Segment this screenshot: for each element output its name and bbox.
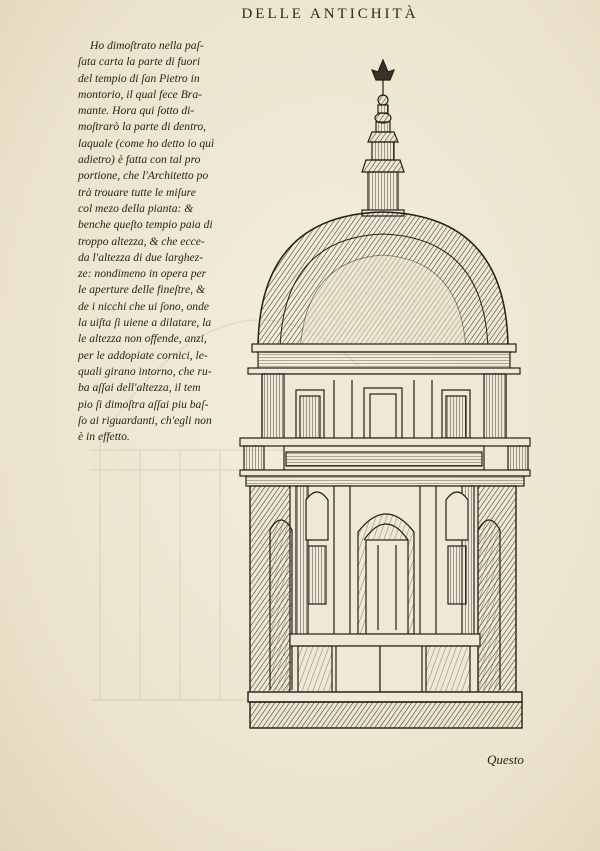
- body-text-line: adietro) è fatta con tal pro: [78, 153, 201, 167]
- body-text-line: trà trouare tutte le miſure: [78, 185, 196, 199]
- dome-cornice: [248, 344, 520, 374]
- body-text-line: benche queſto tempio paia di: [78, 218, 213, 232]
- body-text-line: ſata carta la parte di fuori: [78, 55, 201, 69]
- body-text-line: de i nicchi che ui ſono, onde: [78, 299, 210, 313]
- body-text-line: Ho dimoſtrato nella paſ-: [90, 39, 204, 52]
- lower-cella: [250, 486, 516, 696]
- body-text-line: per le addopiate cornici, le-: [78, 348, 208, 362]
- body-text-line: pio ſi dimoſtra aſſai piu baſ-: [78, 397, 209, 411]
- body-text-line: da l'altezza di due larghez-: [78, 250, 204, 264]
- catchword: Questo: [487, 752, 524, 767]
- body-text-line: ba aſſai dell'altezza, il tem: [78, 381, 201, 395]
- body-text-line: mante. Hora qui ſotto di-: [78, 104, 195, 118]
- balustrade-cornice: [240, 438, 530, 486]
- plinth: [248, 692, 522, 728]
- dome: [258, 212, 508, 352]
- body-text-line: le altezza non offende, anzi,: [78, 332, 207, 346]
- body-text-line: montorio, il qual fece Bra-: [78, 87, 202, 101]
- body-text-line: portione, che l'Architetto po: [78, 169, 209, 183]
- body-text-line: troppo altezza, & che ecce-: [78, 234, 205, 248]
- body-text-line: del tempio di ſan Pietro in: [78, 71, 200, 85]
- body-text-line: ſo ai riguardanti, ch'egli non: [78, 413, 212, 427]
- lantern-finial: [362, 60, 404, 216]
- body-text-line: laquale (come ho detto io quì: [78, 136, 215, 150]
- body-text-line: la uiſta ſi uiene a dilatare, la: [78, 316, 212, 330]
- body-text-line: quali girano intorno, che ru-: [78, 364, 212, 378]
- running-head: DELLE ANTICHITÀ: [241, 6, 419, 22]
- drum: [262, 374, 506, 440]
- body-text-line: moſtrarò la parte di dentro,: [78, 120, 207, 134]
- body-text-line: è in effetto.: [78, 430, 130, 444]
- body-text-line: ze: nondimeno in opera per: [78, 267, 207, 281]
- body-text-line: col mezo della pianta: &: [78, 201, 194, 215]
- body-text-line: le aperture delle fineſtre, &: [78, 283, 205, 297]
